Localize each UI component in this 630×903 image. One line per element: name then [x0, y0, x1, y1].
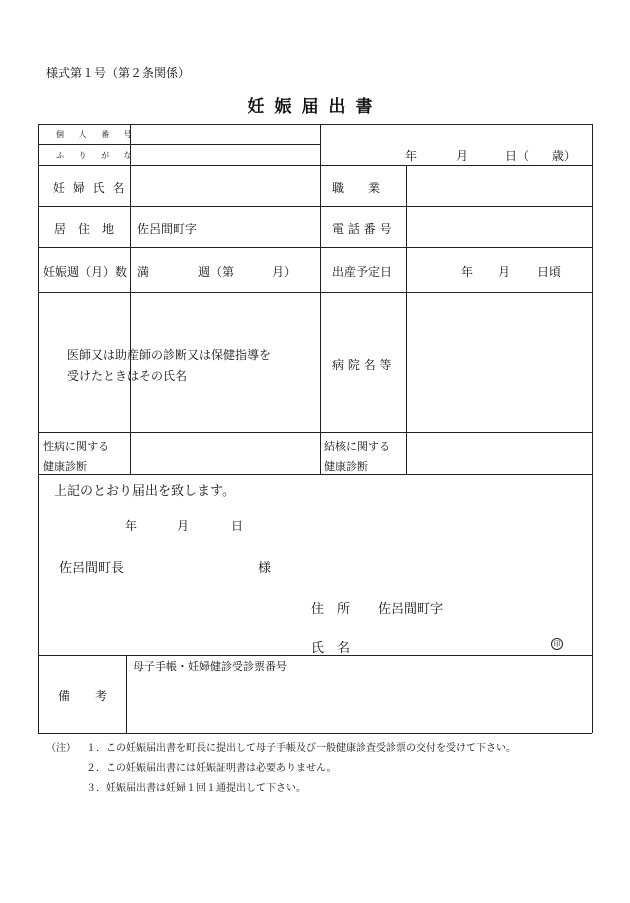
form-code: 様式第１号（第２条関係） [46, 66, 191, 80]
furigana-field[interactable] [132, 146, 318, 164]
birth-month-label: 月 [456, 149, 469, 163]
age-label: 歳） [552, 149, 577, 163]
yotei-day-label: 日頃 [537, 265, 562, 279]
tsuki-label: 月） [272, 265, 297, 279]
shokugyo-label: 職 業 [332, 181, 381, 195]
yotei-year-label: 年 [461, 265, 474, 279]
remarks-label-2: 考 [95, 689, 108, 703]
man-label: 満 [137, 265, 150, 279]
byoin-label: 病 院 名 等 [332, 358, 392, 372]
kekkaku-label-line2: 健康診断 [324, 460, 368, 473]
shu-dai-label: 週（第 [198, 265, 235, 279]
note-item: １．この妊娠届出書を町長に提出して母子手帳及び一般健康診査受診票の交付を受けて下さい。 [86, 743, 516, 754]
seibyo-label-line2: 健康診断 [43, 460, 87, 473]
shokugyo-field[interactable] [408, 167, 590, 205]
jusho-label: 住 所 [311, 602, 351, 617]
addressee: 佐呂間町長 [59, 561, 125, 576]
kyojuchi-value[interactable]: 佐呂間町字 [137, 222, 198, 236]
decl-day-label: 日 [231, 519, 244, 533]
byoin-field[interactable] [408, 294, 590, 431]
ninpu-shimei-field[interactable] [132, 167, 318, 205]
kojin-bango-field[interactable] [132, 126, 318, 143]
decl-year-label: 年 [125, 519, 138, 533]
remarks-field[interactable] [128, 675, 590, 731]
shimei-label: 氏 名 [311, 641, 351, 656]
note-item: ２．この妊娠届出書には妊娠証明書は必要ありません。 [86, 763, 337, 774]
ishi-label-line2: 受けたときはその氏名 [67, 369, 188, 383]
shussan-yotei-field[interactable] [408, 249, 590, 291]
note-item: ３．妊娠届出書は妊婦１回１通提出して下さい。 [86, 783, 306, 794]
page-title: 妊娠届出書 [247, 97, 383, 117]
kyojuchi-label: 居 住 地 [54, 222, 115, 236]
remarks-label-1: 備 [58, 689, 71, 703]
yotei-month-label: 月 [498, 265, 511, 279]
ninshin-shu-label: 妊娠週（月）数 [43, 265, 128, 279]
remarks-content: 母子手帳・妊婦健診受診票番号 [133, 660, 287, 673]
denwa-field[interactable] [408, 208, 590, 246]
birth-day-label: 日（ [505, 149, 530, 163]
ishi-label-line1: 医師又は助産師の診断又は保健指導を [67, 348, 272, 362]
shimei-field[interactable] [378, 632, 548, 652]
jusho-value[interactable]: 佐呂間町字 [378, 602, 444, 617]
birth-year-label: 年 [405, 149, 418, 163]
sama-label: 様 [258, 561, 272, 576]
decl-month-label: 月 [177, 519, 190, 533]
kojin-bango-label: 個 人 番 号 [56, 130, 138, 139]
kekkaku-label-line1: 結核に関する [324, 440, 390, 453]
denwa-label: 電 話 番 号 [332, 222, 392, 236]
ninshin-shu-field[interactable] [132, 249, 318, 291]
shussan-yotei-label: 出産予定日 [332, 265, 393, 279]
seal-mark: 印 [551, 638, 563, 650]
seibyo-label-line1: 性病に関する [43, 440, 109, 453]
declaration-text: 上記のとおり届出を致します。 [54, 484, 235, 499]
seibyo-field[interactable] [132, 434, 318, 473]
kekkaku-field[interactable] [408, 434, 590, 473]
notes-prefix: （注） [46, 743, 76, 754]
ninpu-shimei-label: 妊 婦 氏 名 [53, 181, 127, 195]
furigana-label: ふ り が な [56, 151, 138, 160]
